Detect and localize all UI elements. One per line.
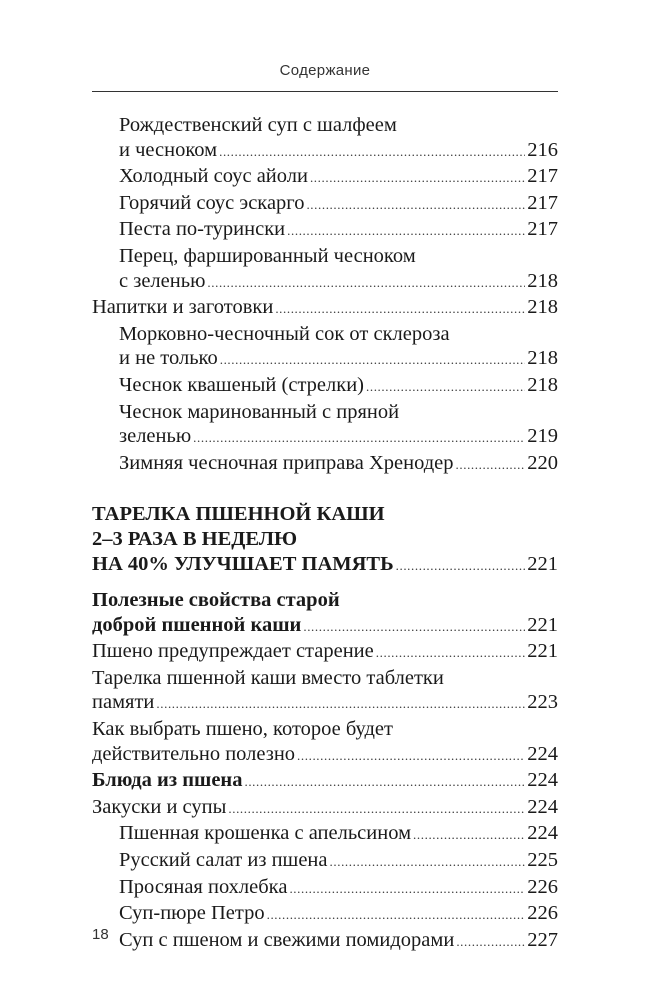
toc-entry-text: Морковно-чесночный сок от склероза (119, 322, 450, 345)
toc-entry-text: Закуски и супы (92, 795, 227, 818)
toc-entry-text: Холодный соус айоли (119, 165, 308, 188)
toc-entry[interactable] (92, 742, 558, 769)
toc-entry-text: Как выбрать пшено, которое будет (92, 718, 393, 741)
toc-entry[interactable] (92, 217, 558, 244)
dot-leader (456, 453, 526, 478)
toc-entry-text: Горячий соус эскарго (119, 191, 305, 214)
table-of-contents (92, 113, 558, 954)
toc-entry[interactable] (92, 191, 558, 218)
toc-entry-text: действительно полезно (92, 742, 296, 765)
toc-page-number: 219 (527, 425, 558, 448)
dot-leader (297, 744, 525, 769)
toc-page-number: 223 (527, 691, 558, 714)
header-rule (92, 91, 558, 92)
dot-leader (275, 297, 525, 322)
running-head: Содержание (279, 62, 371, 79)
toc-entry-text: Суп-пюре Петро (119, 902, 265, 925)
toc-entry[interactable] (92, 451, 558, 478)
dot-leader (220, 348, 526, 373)
toc-entry[interactable] (92, 795, 558, 822)
section-gap (92, 477, 558, 502)
toc-entry-text: Пшено предупреждает старение (92, 640, 374, 663)
dot-leader (228, 797, 525, 822)
toc-page-number: 221 (527, 640, 558, 663)
dot-leader (267, 903, 526, 928)
toc-page-number: 224 (527, 742, 558, 765)
toc-entry-line (92, 322, 558, 347)
toc-entry[interactable] (92, 373, 558, 400)
toc-page-number: 224 (527, 822, 558, 845)
toc-entry[interactable] (92, 875, 558, 902)
toc-entry-text: доброй пшенной каши (92, 613, 302, 636)
toc-entry-line (92, 588, 558, 613)
toc-page-number: 217 (527, 218, 558, 241)
toc-entry-text: с зеленью (119, 269, 206, 292)
toc-entry-line (92, 717, 558, 742)
dot-leader (330, 850, 526, 875)
toc-page-number: 224 (527, 769, 558, 792)
toc-entry-text: Пшенная крошенка с апельсином (119, 822, 412, 845)
toc-page-number: 224 (527, 795, 558, 818)
dot-leader (306, 193, 525, 218)
toc-entry[interactable] (92, 269, 558, 296)
toc-entry-line (92, 400, 558, 425)
dot-leader (376, 641, 525, 666)
toc-entry-text: Тарелка пшенной каши вместо таблетки (92, 666, 444, 689)
toc-page-number: 218 (527, 269, 558, 292)
toc-chapter-text: 2–3 РАЗА В НЕДЕЛЮ (92, 527, 298, 550)
dot-leader (456, 930, 525, 955)
toc-page-number: 217 (527, 191, 558, 214)
toc-entry-text: Чеснок квашеный (стрелки) (119, 373, 364, 396)
dot-leader (244, 770, 525, 795)
dot-leader (193, 426, 525, 451)
toc-page-number: 221 (527, 552, 558, 575)
toc-entry[interactable] (92, 424, 558, 451)
toc-page-number: 226 (527, 902, 558, 925)
toc-entry[interactable] (92, 768, 558, 795)
toc-entry[interactable] (92, 295, 558, 322)
toc-entry-text: Блюда из пшена (92, 769, 243, 792)
toc-page-number: 216 (527, 138, 558, 161)
toc-entry-text: Зимняя чесночная приправа Хренодер (119, 451, 454, 474)
section-gap (92, 578, 558, 588)
toc-entry-text: и не только (119, 347, 218, 370)
toc-entry-text: памяти (92, 691, 155, 714)
toc-entry[interactable] (92, 848, 558, 875)
toc-entry-text: Чеснок маринованный с пряной (119, 400, 400, 423)
toc-page-number: 217 (527, 165, 558, 188)
toc-entry[interactable] (92, 164, 558, 191)
toc-entry[interactable] (92, 346, 558, 373)
toc-chapter-line (92, 502, 558, 527)
toc-chapter-text: ТАРЕЛКА ПШЕННОЙ КАШИ (92, 503, 385, 526)
toc-entry[interactable] (92, 690, 558, 717)
toc-entry-line (92, 666, 558, 691)
toc-entry-text: Песта по-турински (119, 218, 286, 241)
dot-leader (207, 271, 525, 296)
toc-entry[interactable] (92, 639, 558, 666)
toc-entry[interactable] (92, 138, 558, 165)
toc-chapter-text: НА 40% УЛУЧШАЕТ ПАМЯТЬ (92, 552, 394, 575)
toc-page-number: 226 (527, 875, 558, 898)
toc-entry-text: Перец, фаршированный чесноком (119, 244, 416, 267)
toc-entry-text: зеленью (119, 425, 192, 448)
toc-page-number: 218 (527, 347, 558, 370)
dot-leader (287, 219, 525, 244)
toc-entry-text: Напитки и заготовки (92, 296, 274, 319)
dot-leader (366, 375, 525, 400)
toc-entry[interactable] (92, 821, 558, 848)
toc-entry-text: Полезные свойства старой (92, 589, 340, 612)
dot-leader (303, 615, 525, 640)
toc-entry-text: и чесноком (119, 138, 218, 161)
toc-entry[interactable] (92, 901, 558, 928)
toc-entry-text: Суп с пшеном и свежими помидорами (119, 928, 455, 951)
toc-entry-text: Русский салат из пшена (119, 849, 328, 872)
toc-entry-text: Рождественский суп с шалфеем (119, 114, 397, 136)
dot-leader (156, 692, 525, 717)
toc-page-number: 225 (527, 849, 558, 872)
toc-chapter-entry[interactable] (92, 552, 558, 579)
dot-leader (310, 166, 525, 191)
page-number: 18 (92, 926, 109, 943)
toc-page-number: 220 (527, 451, 558, 474)
toc-entry-text: Просяная похлебка (119, 875, 288, 898)
dot-leader (413, 823, 525, 848)
toc-entry[interactable] (92, 613, 558, 640)
dot-leader (289, 877, 525, 902)
toc-page-number: 227 (527, 928, 558, 951)
toc-entry[interactable] (92, 928, 558, 955)
toc-page-number: 218 (527, 373, 558, 396)
toc-chapter-line (92, 527, 558, 552)
toc-entry-line (92, 113, 558, 138)
dot-leader (396, 554, 526, 579)
toc-page-number: 221 (527, 613, 558, 636)
dot-leader (219, 140, 525, 165)
toc-entry-line (92, 244, 558, 269)
toc-page-number: 218 (527, 296, 558, 319)
